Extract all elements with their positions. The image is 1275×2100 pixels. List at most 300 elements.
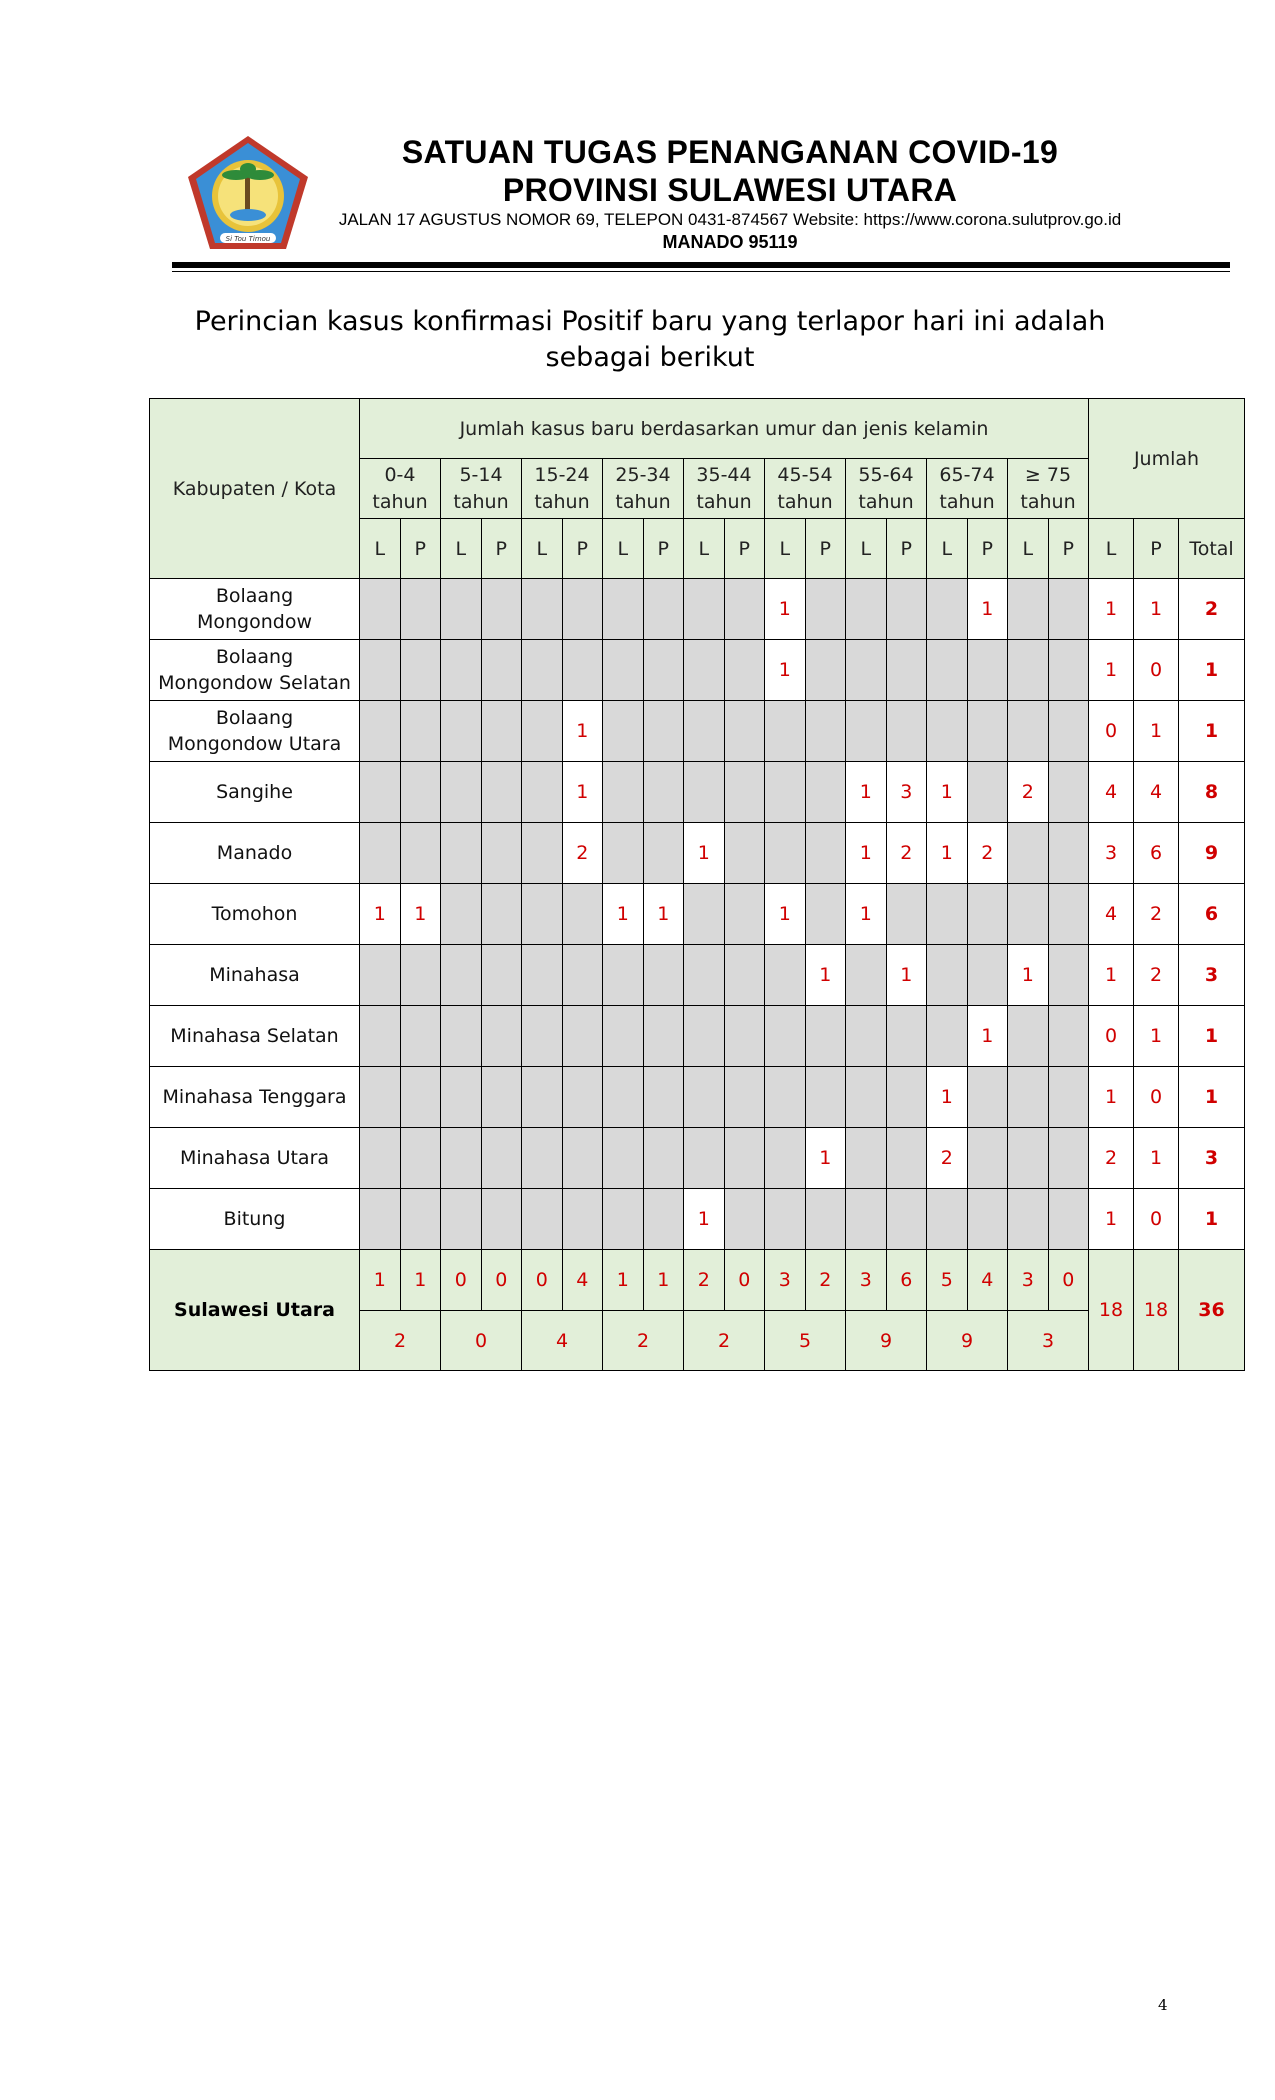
female-case-cell [400,945,441,1006]
female-column-header: P [481,519,522,579]
male-case-cell: 1 [927,1067,968,1128]
female-case-cell [805,1006,846,1067]
female-case-cell [643,1128,684,1189]
male-column-header: L [522,519,563,579]
logo-caption: Si Tou Timou [225,235,271,243]
female-case-cell [481,1128,522,1189]
female-case-cell [1048,579,1089,640]
male-column-header: L [765,519,806,579]
female-case-cell [805,579,846,640]
female-case-cell [562,1128,603,1189]
male-case-cell [927,640,968,701]
age-unit-label: tahun [615,490,671,513]
region-name [150,1128,360,1189]
province-gender-total-cell: 4 [967,1250,1008,1311]
age-group-total-cell: 9 [846,1311,927,1371]
region-name-line: Minahasa [209,964,300,986]
male-case-cell: 2 [1008,762,1049,823]
total-female-header: P [1134,519,1179,579]
male-case-cell [360,823,401,884]
male-case-cell [603,579,644,640]
female-case-cell [481,1189,522,1250]
table-row [150,1128,1245,1189]
female-case-cell: 1 [562,701,603,762]
female-case-cell [400,1189,441,1250]
region-name-line: Bitung [223,1208,286,1230]
total-header: Total [1179,519,1245,579]
region-name [150,762,360,823]
age-group-total-cell: 2 [603,1311,684,1371]
region-name [150,579,360,640]
female-case-cell [400,762,441,823]
male-case-cell: 1 [1008,945,1049,1006]
female-case-cell [562,640,603,701]
row-total-female: 1 [1134,1128,1179,1189]
province-gender-total-cell: 5 [927,1250,968,1311]
region-name-line: Manado [216,842,293,864]
female-case-cell [805,1067,846,1128]
male-case-cell [765,823,806,884]
age-group-total-cell: 9 [927,1311,1008,1371]
male-case-cell: 1 [360,884,401,945]
region-name [150,701,360,762]
age-unit-label: tahun [696,490,752,513]
female-case-cell [886,884,927,945]
male-case-cell [441,1067,482,1128]
table-row [150,579,1245,640]
region-column-header: Kabupaten / Kota [150,399,360,579]
female-case-cell [481,884,522,945]
province-gender-total-cell: 4 [562,1250,603,1311]
male-case-cell: 1 [927,762,968,823]
province-gender-total-cell: 6 [886,1250,927,1311]
male-case-cell [1008,640,1049,701]
age-unit-label: tahun [534,490,590,513]
row-total: 1 [1179,1006,1245,1067]
male-case-cell [360,579,401,640]
region-name [150,1006,360,1067]
table-row [150,823,1245,884]
row-total-male: 4 [1089,762,1134,823]
male-case-cell [441,1006,482,1067]
female-case-cell [481,579,522,640]
male-case-cell [765,945,806,1006]
female-case-cell: 1 [967,579,1008,640]
male-case-cell [441,823,482,884]
row-total-female: 4 [1134,762,1179,823]
female-case-cell [400,823,441,884]
male-case-cell [603,945,644,1006]
male-case-cell [441,945,482,1006]
age-group-total-cell: 0 [441,1311,522,1371]
female-case-cell [724,640,765,701]
province-gender-total-cell: 0 [724,1250,765,1311]
male-case-cell [441,762,482,823]
female-case-cell: 1 [805,945,846,1006]
female-case-cell [724,1189,765,1250]
female-case-cell [1048,945,1089,1006]
female-case-cell [805,762,846,823]
female-case-cell [724,945,765,1006]
female-case-cell [805,1189,846,1250]
female-column-header: P [1048,519,1089,579]
male-column-header: L [1008,519,1049,579]
male-case-cell [684,884,725,945]
female-case-cell [886,1006,927,1067]
female-case-cell: 1 [886,945,927,1006]
intro-line-1: Perincian kasus konfirmasi Positif baru yang terlapor hari ini adalah [194,306,1106,337]
male-case-cell: 1 [684,823,725,884]
table-row [150,1067,1245,1128]
female-case-cell [400,1006,441,1067]
male-case-cell [522,579,563,640]
age-range-label: 25-34 [615,463,671,486]
male-case-cell [1008,823,1049,884]
age-group-total-cell: 2 [360,1311,441,1371]
female-case-cell [724,579,765,640]
female-case-cell [805,640,846,701]
region-name [150,823,360,884]
male-case-cell: 1 [927,823,968,884]
male-case-cell [522,1006,563,1067]
female-case-cell [967,701,1008,762]
female-case-cell [643,762,684,823]
female-case-cell [481,1067,522,1128]
male-case-cell [522,1189,563,1250]
region-name [150,884,360,945]
male-case-cell [684,640,725,701]
province-gender-total-cell: 2 [805,1250,846,1311]
female-case-cell [562,884,603,945]
male-case-cell [927,945,968,1006]
age-range-label: ≥ 75 [1024,463,1072,486]
age-group-header [603,459,684,519]
female-case-cell [805,884,846,945]
female-case-cell [724,701,765,762]
male-case-cell [927,1006,968,1067]
row-total-female: 0 [1134,1067,1179,1128]
province-title: PROVINSI SULAWESI UTARA [502,172,958,208]
male-case-cell [441,579,482,640]
province-gender-total-cell: 2 [684,1250,725,1311]
province-gender-total-cell: 0 [441,1250,482,1311]
region-name [150,640,360,701]
female-column-header: P [724,519,765,579]
header-divider-thin [172,271,1230,272]
row-total-male: 1 [1089,1067,1134,1128]
female-case-cell [481,640,522,701]
province-gender-total-cell: 1 [603,1250,644,1311]
age-group-header [765,459,846,519]
female-case-cell [643,1189,684,1250]
age-group-header [360,459,441,519]
region-name-line: Bolaang [215,646,294,668]
row-total: 6 [1179,884,1245,945]
female-case-cell [481,762,522,823]
male-case-cell [1008,884,1049,945]
male-case-cell [360,1189,401,1250]
row-total-female: 0 [1134,1189,1179,1250]
female-case-cell [967,884,1008,945]
male-case-cell [927,579,968,640]
table-row [150,1006,1245,1067]
row-total: 2 [1179,579,1245,640]
row-total-female: 0 [1134,640,1179,701]
male-case-cell [765,1128,806,1189]
female-case-cell [1048,701,1089,762]
row-total: 1 [1179,640,1245,701]
province-gender-total-cell: 1 [643,1250,684,1311]
page-number: 4 [1158,1996,1168,2014]
female-column-header: P [805,519,846,579]
male-case-cell [522,823,563,884]
letterhead [0,0,1275,280]
female-case-cell: 1 [805,1128,846,1189]
province-gender-total-cell: 1 [400,1250,441,1311]
female-column-header: P [400,519,441,579]
age-unit-label: tahun [1020,490,1076,513]
female-case-cell [967,1189,1008,1250]
male-case-cell [846,1128,887,1189]
male-case-cell [603,1006,644,1067]
male-case-cell [684,701,725,762]
age-range-label: 35-44 [696,463,752,486]
female-case-cell [643,640,684,701]
row-total-female: 1 [1134,1006,1179,1067]
female-case-cell [967,1067,1008,1128]
female-case-cell: 2 [967,823,1008,884]
region-name-line: Bolaang [215,585,294,607]
province-name: Sulawesi Utara [150,1250,360,1371]
male-case-cell [1008,579,1049,640]
male-case-cell [603,1189,644,1250]
female-case-cell: 2 [886,823,927,884]
header-row-group [150,399,1245,459]
table-row [150,945,1245,1006]
female-case-cell [886,701,927,762]
age-range-label: 0-4 [384,463,416,486]
male-case-cell [1008,1189,1049,1250]
row-total: 1 [1179,701,1245,762]
province-total-row [150,1250,1245,1311]
intro-text [150,304,1150,376]
age-unit-label: tahun [777,490,833,513]
male-case-cell [765,1189,806,1250]
male-case-cell [1008,1128,1049,1189]
province-grand-total: 36 [1179,1250,1245,1371]
female-case-cell [724,762,765,823]
female-column-header: P [886,519,927,579]
age-range-label: 15-24 [534,463,590,486]
female-case-cell [481,1006,522,1067]
age-unit-label: tahun [372,490,428,513]
female-case-cell [1048,1067,1089,1128]
female-case-cell [967,762,1008,823]
female-case-cell [643,823,684,884]
row-total: 3 [1179,945,1245,1006]
female-column-header: P [967,519,1008,579]
region-name-line: Bolaang [215,707,294,729]
row-total: 1 [1179,1067,1245,1128]
female-column-header: P [643,519,684,579]
female-column-header: P [562,519,603,579]
male-case-cell [360,1067,401,1128]
male-case-cell: 1 [603,884,644,945]
female-case-cell [886,1128,927,1189]
male-case-cell: 1 [684,1189,725,1250]
header-divider-thick [172,262,1230,268]
province-gender-total-cell: 3 [765,1250,806,1311]
male-case-cell [522,701,563,762]
province-gender-total-cell: 3 [1008,1250,1049,1311]
female-case-cell [1048,823,1089,884]
male-case-cell [360,762,401,823]
female-case-cell [805,701,846,762]
table-row [150,640,1245,701]
female-case-cell [724,1006,765,1067]
male-column-header: L [360,519,401,579]
row-total-male: 1 [1089,1189,1134,1250]
province-total-female: 18 [1134,1250,1179,1371]
female-case-cell [562,945,603,1006]
row-total-female: 2 [1134,945,1179,1006]
male-case-cell: 1 [765,640,806,701]
male-case-cell [360,1006,401,1067]
age-range-label: 65-74 [939,463,995,486]
age-group-header [846,459,927,519]
row-total-male: 0 [1089,701,1134,762]
male-case-cell [846,579,887,640]
male-case-cell [522,945,563,1006]
age-range-label: 5-14 [459,463,503,486]
male-case-cell [684,1067,725,1128]
male-case-cell [684,1128,725,1189]
female-case-cell: 2 [562,823,603,884]
male-case-cell [684,762,725,823]
row-total-female: 1 [1134,701,1179,762]
female-case-cell [562,1189,603,1250]
female-case-cell: 1 [400,884,441,945]
row-total-male: 2 [1089,1128,1134,1189]
female-case-cell [724,884,765,945]
female-case-cell [481,945,522,1006]
female-case-cell [724,823,765,884]
male-case-cell [1008,1006,1049,1067]
male-case-cell [603,701,644,762]
age-group-header [441,459,522,519]
male-case-cell [846,1189,887,1250]
province-gender-total-cell: 3 [846,1250,887,1311]
male-case-cell: 2 [927,1128,968,1189]
age-group-header [684,459,765,519]
female-case-cell [886,1067,927,1128]
male-case-cell [927,1189,968,1250]
male-case-cell [927,701,968,762]
female-case-cell [1048,884,1089,945]
province-gender-total-cell: 0 [1048,1250,1089,1311]
male-case-cell [927,884,968,945]
case-breakdown-table [149,398,1245,1371]
male-case-cell [765,701,806,762]
male-case-cell [765,762,806,823]
male-case-cell [360,701,401,762]
female-case-cell [643,579,684,640]
province-emblem-logo [184,133,312,253]
age-unit-label: tahun [453,490,509,513]
male-case-cell [360,1128,401,1189]
male-case-cell [684,579,725,640]
province-gender-total-cell: 1 [360,1250,401,1311]
age-group-header [522,459,603,519]
age-group-total-cell: 5 [765,1311,846,1371]
age-unit-label: tahun [939,490,995,513]
male-case-cell [441,640,482,701]
region-name [150,945,360,1006]
male-case-cell [846,1006,887,1067]
age-range-label: 55-64 [858,463,914,486]
male-case-cell: 1 [846,823,887,884]
male-case-cell [603,823,644,884]
female-case-cell [1048,640,1089,701]
row-total-female: 6 [1134,823,1179,884]
total-male-header: L [1089,519,1134,579]
region-name [150,1189,360,1250]
province-gender-total-cell: 0 [481,1250,522,1311]
province-total-male: 18 [1089,1250,1134,1371]
row-total-male: 1 [1089,640,1134,701]
region-name-line: Tomohon [211,903,298,925]
female-case-cell [886,579,927,640]
male-case-cell [360,945,401,1006]
male-column-header: L [927,519,968,579]
female-case-cell [481,823,522,884]
row-total-female: 2 [1134,884,1179,945]
male-case-cell [684,1006,725,1067]
male-case-cell [603,762,644,823]
row-total-female: 1 [1134,579,1179,640]
organization-city: MANADO 95119 [662,232,798,252]
male-case-cell [522,1067,563,1128]
female-case-cell [562,1006,603,1067]
female-case-cell [400,1067,441,1128]
table-row [150,701,1245,762]
female-case-cell [400,701,441,762]
region-name [150,1067,360,1128]
male-column-header: L [603,519,644,579]
female-case-cell [1048,1189,1089,1250]
male-case-cell [846,640,887,701]
male-column-header: L [846,519,887,579]
female-case-cell [1048,1006,1089,1067]
female-case-cell [643,1067,684,1128]
row-total: 1 [1179,1189,1245,1250]
female-case-cell [400,640,441,701]
male-case-cell: 1 [846,762,887,823]
region-name-line: Mongondow [196,611,312,633]
row-total: 8 [1179,762,1245,823]
male-column-header: L [684,519,725,579]
male-case-cell [603,640,644,701]
age-group-total-cell: 2 [684,1311,765,1371]
female-case-cell [481,701,522,762]
female-case-cell [967,1128,1008,1189]
female-case-cell [886,1189,927,1250]
age-unit-label: tahun [858,490,914,513]
region-name-line: Minahasa Tenggara [162,1086,347,1108]
male-case-cell [522,762,563,823]
male-case-cell [441,884,482,945]
total-group-header: Jumlah [1089,399,1245,519]
